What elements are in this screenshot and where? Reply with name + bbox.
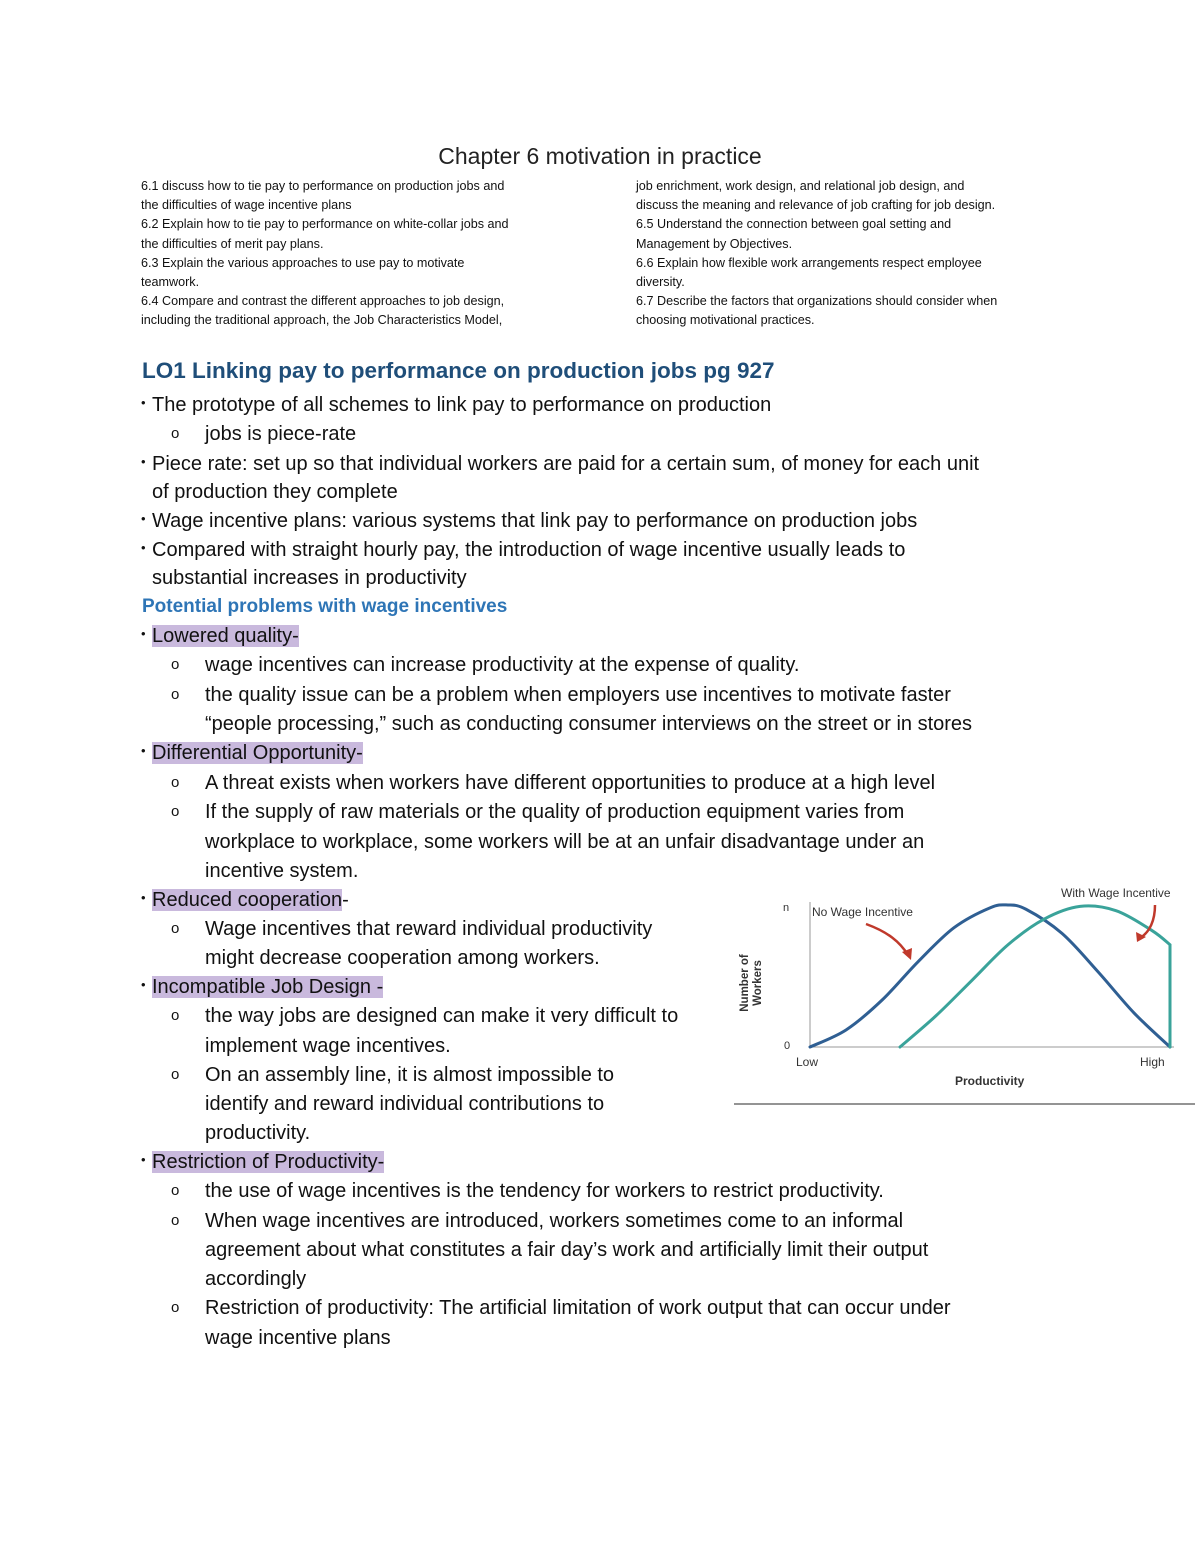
bullet-icon: • xyxy=(141,1152,146,1167)
series-line-with-wage-incentive xyxy=(900,906,1170,1047)
bullet-icon: • xyxy=(141,626,146,641)
objective-line: 6.2 Explain how to tie pay to performance on white-collar jobs and xyxy=(141,217,509,232)
bullet-item xyxy=(141,622,299,651)
circle-bullet-icon: o xyxy=(171,686,180,703)
sub-bullet-continuation: accordingly xyxy=(205,1268,307,1290)
objective-line: job enrichment, work design, and relational job design, and xyxy=(636,179,965,193)
bullet-icon: • xyxy=(141,977,146,992)
bullet-item xyxy=(141,1148,385,1177)
bullet-item: • Reduced cooperation- xyxy=(152,886,349,915)
objectives-left-column xyxy=(141,177,596,331)
bullet-item xyxy=(141,973,384,1002)
sub-bullet-item: o wage incentives can increase productivity at the expense of quality. xyxy=(205,651,799,680)
sub-bullet-continuation: productivity. xyxy=(205,1122,311,1144)
circle-bullet-icon: o xyxy=(171,803,180,820)
y-axis-title-line: Workers xyxy=(752,960,764,1006)
circle-bullet-icon: o xyxy=(171,1299,180,1316)
sub-bullet-item: o the way jobs are designed can make it very difficult to xyxy=(205,1002,678,1031)
sub-bullet-continuation: wage incentive plans xyxy=(205,1327,391,1349)
sub-bullet-continuation: agreement about what constitutes a fair day’s work and artificially limit their output xyxy=(205,1239,929,1261)
page-title: Chapter 6 motivation in practice xyxy=(438,143,762,169)
sub-bullet-continuation: might decrease cooperation among workers. xyxy=(205,947,600,969)
sub-bullet-item: o Wage incentives that reward individual productivity xyxy=(205,915,652,944)
objective-line: 6.6 Explain how flexible work arrangements respect employee xyxy=(636,255,982,270)
highlighted-term: Differential Opportunity- xyxy=(152,742,363,764)
sub-bullet-continuation: workplace to workplace, some workers will be at an unfair disadvantage under an xyxy=(205,831,925,853)
bullet-item: • Wage incentive plans: various systems that link pay to performance on production jobs xyxy=(152,507,917,536)
chart-series xyxy=(810,905,1170,1047)
objective-line: Management by Objectives. xyxy=(636,236,793,251)
objective-line: 6.5 Understand the connection between goal setting and xyxy=(636,217,952,232)
series-label-no-wage-incentive: No Wage Incentive xyxy=(812,905,913,919)
highlighted-term: Reduced cooperation xyxy=(152,889,343,911)
arrow-icon xyxy=(866,924,908,955)
x-tick-label: High xyxy=(1140,1055,1165,1069)
objective-line: choosing motivational practices. xyxy=(636,313,815,328)
series-line-no-wage-incentive xyxy=(810,905,1170,1047)
arrow-icon xyxy=(1140,905,1155,938)
bullet-continuation: of production they complete xyxy=(152,481,398,503)
y-axis-title-line: Number of xyxy=(739,954,751,1012)
circle-bullet-icon: o xyxy=(171,1007,180,1024)
sub-bullet-item: o On an assembly line, it is almost impossible to xyxy=(205,1061,614,1090)
objective-line: teamwork. xyxy=(141,275,200,290)
circle-bullet-icon: o xyxy=(171,1212,180,1229)
series-label-with-wage-incentive: With Wage Incentive xyxy=(1061,886,1171,900)
objectives-right-column xyxy=(636,177,1066,331)
objective-line: 6.1 discuss how to tie pay to performance on production jobs and xyxy=(141,179,505,193)
sub-bullet-continuation: incentive system. xyxy=(205,860,359,882)
objective-line: including the traditional approach, the Job Characteristics Model, xyxy=(141,313,503,328)
objective-line: diversity. xyxy=(636,275,685,290)
highlighted-term: Restriction of Productivity- xyxy=(152,1151,385,1173)
sub-bullet-item: o When wage incentives are introduced, workers sometimes come to an informal xyxy=(205,1207,903,1236)
bullet-icon: • xyxy=(141,511,146,526)
circle-bullet-icon: o xyxy=(171,1066,180,1083)
objective-line: 6.3 Explain the various approaches to use pay to motivate xyxy=(141,255,465,270)
productivity-distribution-chart xyxy=(730,880,1195,1110)
circle-bullet-icon: o xyxy=(171,656,180,673)
objective-line: 6.4 Compare and contrast the different approaches to job design, xyxy=(141,294,505,309)
sub-bullet-item: o the quality issue can be a problem when employers use incentives to motivate faster xyxy=(205,681,951,710)
sub-bullet-continuation: implement wage incentives. xyxy=(205,1035,451,1057)
sub-bullet-continuation: identify and reward individual contributions to xyxy=(205,1093,605,1115)
lo1-heading: LO1 Linking pay to performance on production jobs pg 927 xyxy=(142,358,775,383)
circle-bullet-icon: o xyxy=(171,774,180,791)
circle-bullet-icon: o xyxy=(171,425,180,442)
sub-bullet-item: o A threat exists when workers have different opportunities to produce at a high level xyxy=(205,769,935,798)
highlighted-term: Incompatible Job Design - xyxy=(152,976,384,998)
sub-bullet-item: o If the supply of raw materials or the quality of production equipment varies from xyxy=(205,798,904,827)
bullet-continuation: substantial increases in productivity xyxy=(152,567,467,589)
objective-line: the difficulties of merit pay plans. xyxy=(141,236,324,251)
bullet-icon: • xyxy=(141,454,146,469)
problems-heading: Potential problems with wage incentives xyxy=(142,596,508,617)
y-axis-title xyxy=(739,954,764,1012)
bullet-icon: • xyxy=(141,743,146,758)
circle-bullet-icon: o xyxy=(171,920,180,937)
sub-bullet-item: o the use of wage incentives is the tendency for workers to restrict productivity. xyxy=(205,1177,884,1206)
bullet-icon: • xyxy=(141,540,146,555)
bullet-icon: • xyxy=(141,890,146,905)
sub-bullet-item: o jobs is piece-rate xyxy=(205,420,356,449)
objective-line: the difficulties of wage incentive plans xyxy=(141,198,352,213)
bullet-item xyxy=(141,739,363,768)
objective-line: 6.7 Describe the factors that organizations should consider when xyxy=(636,294,998,309)
circle-bullet-icon: o xyxy=(171,1182,180,1199)
y-tick-label: 0 xyxy=(784,1040,791,1052)
highlighted-term: Lowered quality- xyxy=(152,625,299,647)
bullet-item: • Compared with straight hourly pay, the introduction of wage incentive usually leads to xyxy=(152,536,905,565)
bullet-item: • The prototype of all schemes to link pay to performance on production xyxy=(152,391,771,420)
bullet-icon: • xyxy=(141,395,146,410)
objective-line: discuss the meaning and relevance of job crafting for job design. xyxy=(636,198,996,213)
x-axis-title: Productivity xyxy=(955,1074,1025,1088)
chart-labels xyxy=(739,886,1171,1088)
sub-bullet-item: o Restriction of productivity: The artificial limitation of work output that can occur under xyxy=(205,1294,951,1323)
bullet-item: • Piece rate: set up so that individual workers are paid for a certain sum, of money for each unit xyxy=(152,450,979,479)
x-tick-label: Low xyxy=(796,1055,819,1069)
sub-bullet-continuation: “people processing,” such as conducting consumer interviews on the street or in stores xyxy=(205,713,973,735)
y-tick-label: n xyxy=(783,902,790,914)
